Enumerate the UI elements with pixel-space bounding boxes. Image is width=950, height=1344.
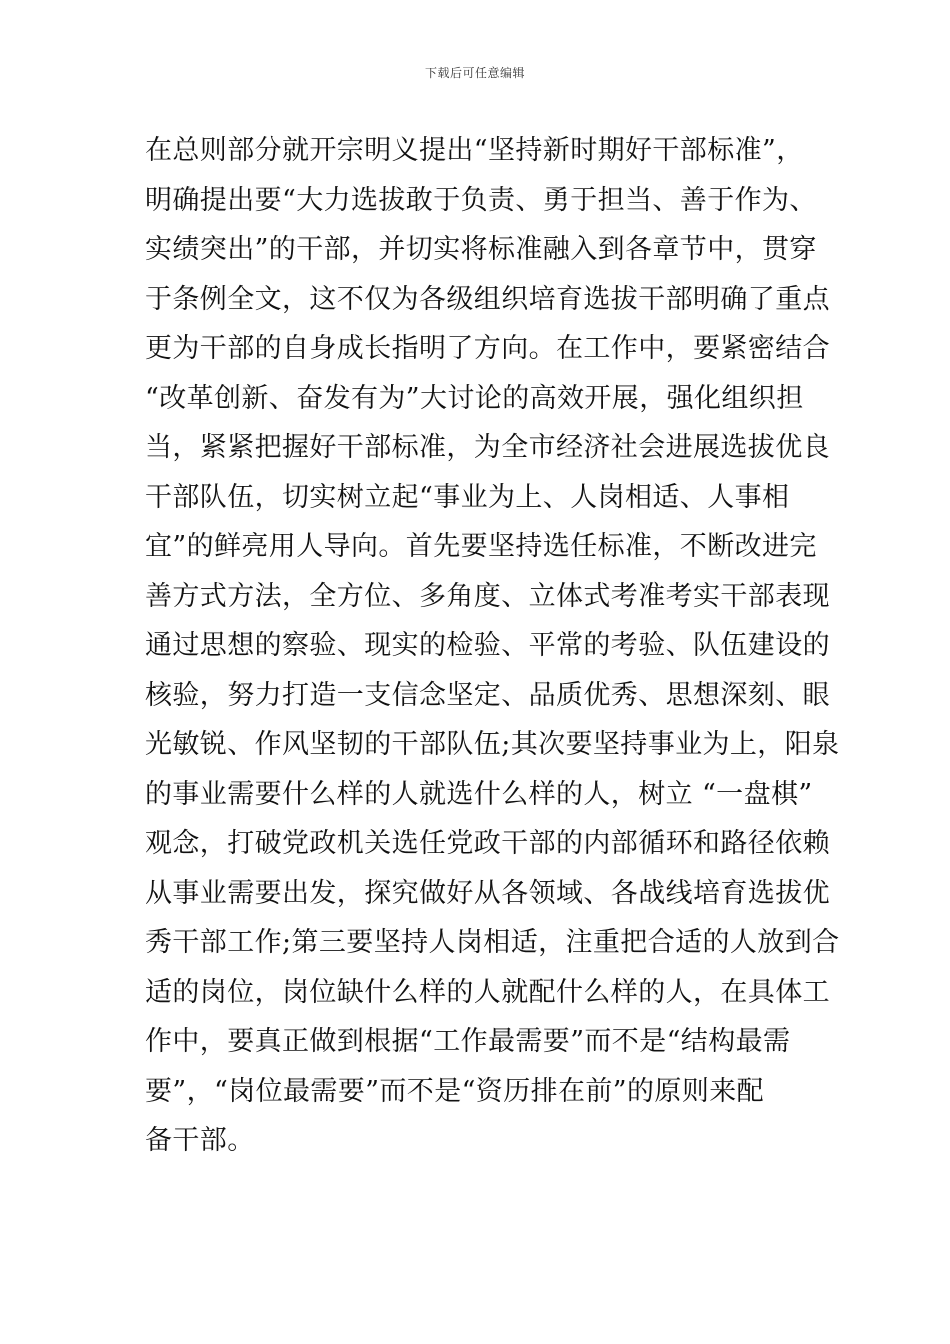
text-line-2: 明确提出要“大力选拔敢于负责、勇于担当、善于作为、 [145,184,817,216]
text-line-21: 备干部。 [145,1125,255,1156]
text-line-3: 实绩突出”的干部，并切实将标准融入到各章节中，贯穿 [145,234,817,265]
text-line-7: 当，紧紧把握好干部标准，为全市经济社会进展选拔优良 [145,432,830,463]
text-line-8: 干部队伍，切实树立起“事业为上、人岗相适、人事相 [145,481,790,513]
text-line-18: 适的岗位，岗位缺什么样的人就配什么样的人，在具体工 [145,976,830,1008]
text-line-13: 光敏锐、作风坚韧的干部队伍;其次要坚持事业为上，阳泉 [145,729,840,760]
text-line-9: 宜”的鲜亮用人导向。首先要坚持选任标准，不断改进完 [145,531,817,562]
text-line-14: 的事业需要什么样的人就选什么样的人，树立 “一盘棋” [145,778,813,810]
text-line-6: “改革创新、奋发有为”大讨论的高效开展，强化组织担 [145,382,804,414]
text-line-10: 善方式方法，全方位、多角度、立体式考准考实干部表现 [145,580,830,612]
text-line-17: 秀干部工作;第三要坚持人岗相适，注重把合适的人放到合 [145,927,840,958]
text-line-12: 核验，努力打造一支信念坚定、品质优秀、思想深刻、眼 [145,679,830,711]
text-line-15: 观念，打破党政机关选任党政干部的内部循环和路径依赖 [145,828,830,859]
text-line-4: 于条例全文，这不仅为各级组织培育选拔干部明确了重点 [145,283,830,315]
body-paragraph [145,126,840,1166]
text-line-19: 作中，要真正做到根据“工作最需要”而不是“结构最需 [145,1026,791,1057]
text-line-5: 更为干部的自身成长指明了方向。在工作中，要紧密结合 [145,333,830,364]
text-line-20: 要”，“岗位最需要”而不是“资历排在前”的原则来配 [145,1075,765,1107]
text-line-1: 在总则部分就开宗明义提出“坚持新时期好干部标准”， [145,135,804,166]
text-line-16: 从事业需要出发，探究做好从各领域、各战线培育选拔优 [145,877,830,909]
page-header: 下载后可任意编辑 [424,66,525,80]
text-line-11: 通过思想的察验、现实的检验、平常的考验、队伍建设的 [145,630,830,661]
